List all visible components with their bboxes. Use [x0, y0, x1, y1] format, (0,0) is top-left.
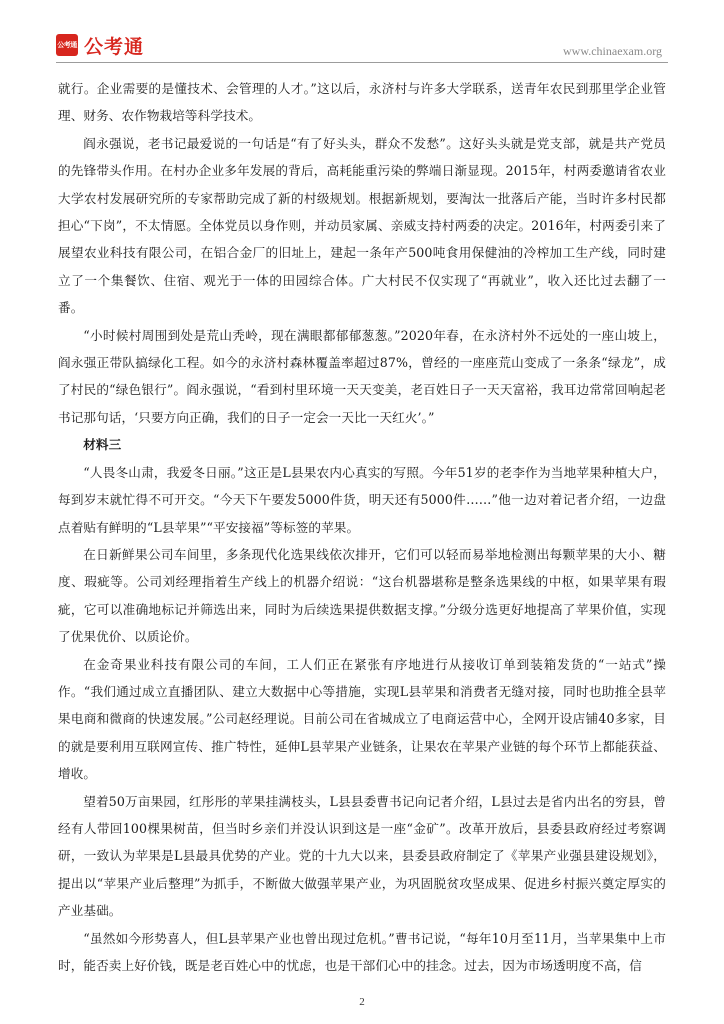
paragraph: “小时候村周围到处是荒山秃岭，现在满眼都郁郁葱葱。”2020年春，在永济村外不远处的一座山坡上，阎永强正带队搞绿化工程。如今的永济村森林覆盖率超过87%，曾经的一座座荒山变成了一条条“绿龙”，成了村民的“绿色银行”。阎永强说，“看到村里环境一天天变美，老百姓日子一天天富裕，我耳边常常回响起老书记那句话，‘只要方向正确，我们的日子一定会一天比一天红火’。”	[58, 327, 666, 425]
paragraph: 在金奇果业科技有限公司的车间，工人们正在紧张有序地进行从接收订单到装箱发货的“一站式”操作。“我们通过成立直播团队、建立大数据中心等措施，实现L县苹果和消费者无缝对接，同时也助推全县苹果电商和微商的快速发展。”公司赵经理说。目前公司在省城成立了电商运营中心，全网开设店铺40多家，目的就是要利用互联网宣传、推广特性，延伸L县苹果产业链条，让果农在苹果产业链的每个环节上都能获益、增收。	[58, 656, 666, 782]
page-number: 2	[359, 996, 365, 1008]
paragraph-continued: 就行。企业需要的是懂技术、会管理的人才。”这以后，永济村与许多大学联系，送青年农民到那里学企业管理、财务、农作物栽培等科学技术。	[58, 81, 666, 124]
paragraph: 在日新鲜果公司车间里，多条现代化选果线依次排开，它们可以轻而易举地检测出每颗苹果的大小、糖度、瑕疵等。公司刘经理指着生产线上的机器介绍说：“这台机器堪称是整条选果线的中枢，如果苹果有瑕疵，它可以准确地标记并筛选出来，同时为后续选果提供数据支撑。”分级分选更好地提高了苹果价值，实现了优果优价、以质论价。	[58, 546, 666, 645]
paragraph: “人畏冬山肃，我爱冬日丽。”这正是L县果农内心真实的写照。今年51岁的老李作为当地苹果种植大户，每到岁末就忙得不可开交。“今天下午要发5000件货，明天还有5000件……”他一边对着记者介绍，一边盘点着贴有鲜明的“L县苹果”“平安接福”等标签的苹果。	[58, 464, 666, 535]
header-divider	[56, 62, 668, 63]
site-url[interactable]: www.chinaexam.org	[563, 44, 662, 58]
document-body	[58, 75, 666, 979]
paragraph: “虽然如今形势喜人，但L县苹果产业也曾出现过危机。”曹书记说，“每年10月至11月，当苹果集中上市时，能否卖上好价钱，既是老百姓心中的忧虑，也是干部们心中的挂念。过去，因为市场透明度不高，信	[58, 930, 666, 973]
paragraph: 望着50万亩果园，红彤彤的苹果挂满枝头，L县县委曹书记向记者介绍，L县过去是省内出名的穷县，曾经有人带回100棵果树苗，但当时乡亲们并没认识到这是一座“金矿”。改革开放后，县委县政府经过考察调研，一致认为苹果是L县最具优势的产业。党的十九大以来，县委县政府制定了《苹果产业强县建设规划》，提出以“苹果产业后整理”为抓手，不断做大做强苹果产业，为巩固脱贫攻坚成果、促进乡村振兴奠定厚实的产业基础。	[58, 793, 666, 919]
page-header	[0, 0, 724, 64]
paragraph: 阎永强说，老书记最爱说的一句话是“有了好头头，群众不发愁”。这好头头就是党支部，就是共产党员的先锋带头作用。在村办企业多年发展的背后，高耗能重污染的弊端日渐显现。2015年，村两委邀请省农业大学农村发展研究所的专家帮助完成了新的村级规划。根据新规划，要淘汰一批落后产能，当时许多村民都担心“下岗”，不太情愿。全体党员以身作则，并动员家属、亲威支持村两委的决定。2016年，村两委引来了展望农业科技有限公司，在铝合金厂的旧址上，建起一条年产500吨食用保健油的冷榨加工生产线，同时建立了一个集餐饮、住宿、观光于一体的田园综合体。广大村民不仅实现了“再就业”，收入还比过去翻了一番。	[58, 135, 666, 316]
logo-name: 公考通	[84, 36, 145, 58]
logo-badge-icon: 公考通	[56, 34, 78, 56]
section-heading: 材料三	[83, 437, 122, 453]
